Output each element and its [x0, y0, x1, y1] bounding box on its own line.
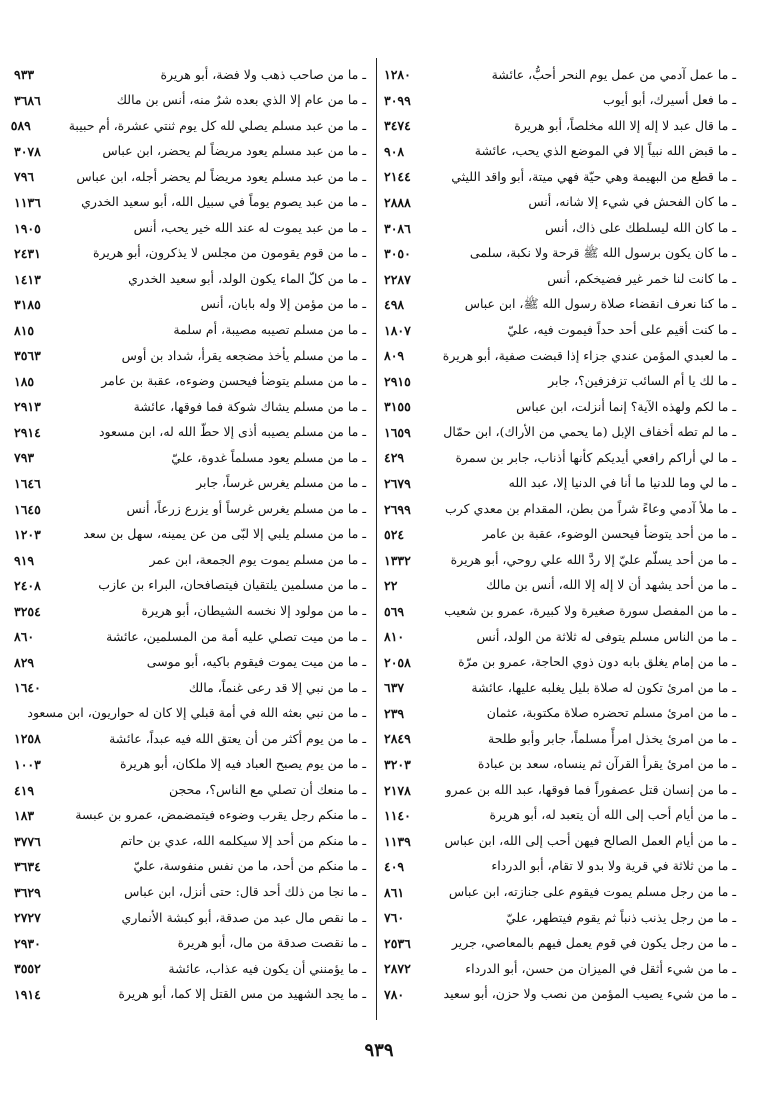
entry-text: ـ ما من صاحب ذهب ولا فضة، أبو هريرة — [160, 66, 366, 82]
entry-number: ٢٦٧٩ — [384, 476, 411, 492]
entry-number: ١٨٣ — [14, 808, 35, 824]
index-entry — [384, 343, 736, 369]
index-entry — [384, 675, 736, 701]
entry-text: ـ ما لي وما للدنيا ما أنا في الدنيا إلا، عبد الله — [508, 475, 736, 491]
entry-number: ٣٦٣٤ — [14, 859, 41, 875]
index-entry — [384, 471, 736, 497]
entry-number: ٣١٨٥ — [14, 297, 41, 313]
entry-text: ـ ما من رجل يذنب ذنباً ثم يقوم فيتطهر، عليّ — [505, 909, 736, 925]
index-entry — [10, 113, 366, 139]
index-entry — [384, 496, 736, 522]
entry-number: ٢٨٧٢ — [384, 961, 411, 977]
entry-text: ـ ما منكم من أحد، ما من نفس منفوسة، عليّ — [133, 858, 366, 874]
entry-number: ٨٦٠ — [14, 629, 35, 645]
entry-text: ـ ما لم تطه أخفاف الإبل (ما يحمي من الأراك)، ابن حمّال — [443, 424, 736, 440]
entry-text: ـ ما من يوم يصبح العباد فيه إلا ملكان، أبو هريرة — [119, 756, 366, 772]
index-entry — [14, 905, 366, 931]
entry-number: ١٩٠٥ — [14, 220, 41, 236]
index-entry — [14, 369, 366, 395]
entry-number: ٣٢٥٤ — [14, 603, 41, 619]
index-entry — [384, 62, 736, 88]
index-entry — [14, 956, 366, 982]
index-entry — [14, 394, 366, 420]
index-entry — [14, 343, 366, 369]
index-entry — [384, 241, 736, 267]
entry-number: ٢٢٨٧ — [384, 271, 411, 287]
index-entry — [384, 752, 736, 778]
column-divider — [376, 58, 377, 1020]
entry-text: ـ ما من امرئ تكون له صلاة بليل يغلبه عليها، عائشة — [471, 679, 736, 695]
entry-number: ٨١٠ — [384, 629, 405, 645]
entry-text: ـ ما منكم من أحد إلا سيكلمه الله، عدي بن حاتم — [120, 832, 366, 848]
entry-text: ـ ما من مسلم يغرس غرساً، جابر — [196, 475, 366, 491]
entry-text: ـ ما من ميت تصلي عليه أمة من المسلمين، عائشة — [106, 628, 366, 644]
index-entry — [384, 828, 736, 854]
index-entry — [384, 956, 736, 982]
entry-text: ـ ما من رجل يكون في قوم يعمل فيهم بالمعاصي، جرير — [451, 935, 736, 951]
entry-text: ـ ما من امرئ يخذل امرأً مسلماً، جابر وأبو طلحة — [488, 730, 736, 746]
entry-text: ـ ما من مسلم يعود مسلماً غدوة، عليّ — [171, 449, 366, 465]
index-entry — [14, 828, 366, 854]
index-entry — [14, 598, 366, 624]
entry-text: ـ ما كانت لنا خمر غير فضيخكم، أنس — [547, 270, 736, 286]
index-entry — [14, 445, 366, 471]
entry-text: ـ ما من شيء أثقل في الميزان من حسن، أبو الدرداء — [465, 960, 736, 976]
entry-text: ـ ما من قوم يقومون من مجلس لا يذكرون، أبو هريرة — [92, 245, 366, 261]
entry-number: ١٩١٤ — [14, 986, 41, 1002]
entry-text: ـ ما من امرئ يقرأ القرآن ثم ينساه، سعد بن عبادة — [477, 756, 736, 772]
index-entry — [14, 624, 366, 650]
entry-number: ٢٩١٤ — [14, 424, 41, 440]
entry-number: ١٦٤٦ — [14, 476, 41, 492]
index-entry — [14, 752, 366, 778]
entry-number: ١٣٣٢ — [384, 552, 411, 568]
index-entry — [14, 471, 366, 497]
entry-text: ـ ما من إنسان قتل عصفوراً فما فوقها، عبد الله بن عمرو — [445, 781, 736, 797]
entry-text: ـ ما من مؤمن إلا وله بابان، أنس — [200, 296, 366, 312]
entry-number: ٢٩٣٠ — [14, 935, 41, 951]
entry-number: ٩٣٣ — [14, 67, 35, 83]
entry-text: ـ ما من يوم أكثر من أن يعتق الله فيه عبداً، عائشة — [109, 730, 366, 746]
entry-text: ـ ما قطع من البهيمة وهي حيّة فهي ميتة، أبو واقد الليثي — [451, 168, 736, 184]
index-entry — [384, 650, 736, 676]
entry-number: ١٦٤٥ — [14, 501, 41, 517]
entry-number: ١٢٠٣ — [14, 527, 41, 543]
entry-number: ٢٩١٣ — [14, 399, 41, 415]
entry-text: ـ ما قبض الله نبياً إلا في الموضع الذي يحب، عائشة — [474, 143, 736, 159]
index-entry — [14, 88, 366, 114]
entry-text: ـ ما من مسلم يلبي إلا لبّى من عن يمينه، سهل بن سعد — [83, 526, 366, 542]
entry-text: ـ ما من مسلم يموت يوم الجمعة، ابن عمر — [149, 551, 366, 567]
entry-text: ـ ما ملأ آدمي وعاءً شراً من بطن، المقدام بن معدي كرب — [445, 500, 736, 516]
entry-number — [0, 706, 27, 721]
index-entry — [384, 139, 736, 165]
entry-number: ٩١٩ — [14, 552, 35, 568]
index-entry — [384, 445, 736, 471]
entry-number: ٣٦٨٦ — [14, 92, 41, 108]
index-entry — [14, 701, 366, 727]
entry-number: ٣٤٧٤ — [384, 118, 411, 134]
entry-number: ٨٢٩ — [14, 654, 35, 670]
entry-number: ٣٠٥٠ — [384, 246, 411, 262]
entry-text: ـ ما كنت أقيم على أحد حداً فيموت فيه، عليّ — [507, 321, 736, 337]
index-entry — [14, 190, 366, 216]
entry-number: ١١٣٩ — [384, 833, 411, 849]
entry-text: ـ ما من المفصل سورة صغيرة ولا كبيرة، عمرو بن شعيب — [444, 603, 736, 618]
entry-number: ٣٠٧٨ — [14, 143, 41, 159]
index-entry — [14, 777, 366, 803]
entry-text: ـ ما من أيام العمل الصالح فيهن أحب إلى الله، ابن عباس — [444, 832, 736, 848]
entry-text: ـ ما من مسلم يصيبه أذى إلا حطّ الله له، ابن مسعود — [98, 424, 366, 440]
index-entry — [14, 62, 366, 88]
entry-text: ـ ما لي أراكم رافعي أيديكم كأنها أذناب، جابر بن سمرة — [455, 449, 736, 465]
index-entry — [14, 164, 366, 190]
entry-number: ٣٥٦٣ — [14, 348, 41, 364]
entry-number: ٢٨٤٩ — [384, 731, 411, 747]
entry-text: ـ ما كان الفحش في شيء إلا شانه، أنس — [528, 194, 736, 210]
entry-number: ٨٠٩ — [384, 348, 405, 364]
page-number: ٩٣٩ — [364, 1040, 394, 1061]
entry-text: ـ ما نجا من ذلك أحد قال: حتى أنزل، ابن عباس — [124, 884, 366, 900]
entry-text: ـ ما يجد الشهيد من مس القتل إلا كما، أبو هريرة — [118, 986, 366, 1002]
left-column — [10, 62, 366, 1007]
entry-text: ـ ما من مسلم يشاك شوكة فما فوقها، عائشة — [133, 398, 366, 414]
entry-number: ٢٠٥٨ — [384, 654, 411, 670]
index-entry — [384, 88, 736, 114]
entry-text: ـ ما من رجل مسلم يموت فيقوم على جنازته، ابن عباس — [448, 884, 736, 900]
index-entry — [384, 266, 736, 292]
entry-number: ٢١٤٤ — [384, 169, 411, 185]
entry-number: ٢٦٩٩ — [384, 501, 411, 517]
entry-text: ـ ما من ثلاثة في قرية ولا بدو لا تقام، أبو الدرداء — [491, 858, 736, 874]
index-entry — [384, 905, 736, 931]
index-entry — [384, 547, 736, 573]
index-entry — [14, 726, 366, 752]
index-entry — [384, 394, 736, 420]
index-entry — [384, 726, 736, 752]
entry-number: ١٢٥٨ — [14, 731, 41, 747]
index-entry — [384, 854, 736, 880]
index-entry — [384, 190, 736, 216]
index-entry — [384, 369, 736, 395]
entry-text: ـ ما يؤمنني أن يكون فيه عذاب، عائشة — [168, 960, 366, 976]
entry-number: ١٦٥٩ — [384, 424, 411, 440]
right-column — [384, 62, 736, 1007]
entry-number: ٨٦١ — [384, 884, 405, 900]
index-entry — [14, 650, 366, 676]
entry-number: ٥٦٩ — [384, 603, 405, 619]
entry-number: ١٤١٣ — [14, 271, 41, 287]
entry-text: ـ ما من شيء يصيب المؤمن من نصب ولا حزن، أبو سعيد — [443, 986, 736, 1002]
index-entry — [384, 420, 736, 446]
index-entry — [384, 624, 736, 650]
entry-number: ٨١٥ — [14, 322, 35, 338]
entry-number: ٢٤٠٨ — [14, 578, 41, 594]
entry-text: ـ ما من عبد مسلم يصلي لله كل يوم ثنتي عشرة، أم حبيبة — [68, 117, 366, 133]
entry-number: ٣٠٨٦ — [384, 220, 411, 236]
entry-number: ٤٠٩ — [384, 859, 405, 875]
entry-text: ـ ما كان الله ليسلطك على ذاك، أنس — [545, 219, 736, 235]
entry-number: ٤١٩ — [14, 782, 35, 798]
entry-number: ٣٥٥٢ — [14, 961, 41, 977]
entry-number: ٣٦٢٩ — [14, 884, 41, 900]
index-entry — [14, 573, 366, 599]
index-entry — [384, 701, 736, 727]
index-entry — [384, 317, 736, 343]
index-entry — [384, 982, 736, 1008]
index-entry — [14, 854, 366, 880]
index-entry — [14, 675, 366, 701]
index-entry — [384, 880, 736, 906]
index-entry — [14, 496, 366, 522]
entry-number: ٢٢ — [384, 578, 398, 594]
entry-text: ـ ما من مسلم يأخذ مضجعه يقرأ، شداد بن أوس — [121, 347, 366, 363]
entry-text: ـ ما من مولود إلا نخسه الشيطان، أبو هريرة — [141, 603, 366, 618]
entry-number: ٥٢٤ — [384, 527, 405, 543]
index-entry — [384, 164, 736, 190]
entry-number: ١١٤٠ — [384, 808, 411, 824]
entry-number: ٧٨٠ — [384, 986, 405, 1002]
index-entry — [14, 931, 366, 957]
entry-number: ١٨٠٧ — [384, 322, 411, 338]
entry-number: ٧٦٠ — [384, 910, 405, 926]
entry-number: ١١٣٦ — [14, 195, 41, 210]
entry-number: ١٠٠٣ — [14, 757, 41, 773]
index-entry — [384, 292, 736, 318]
index-entry — [14, 317, 366, 343]
index-entry — [14, 522, 366, 548]
entry-number: ٧٩٣ — [14, 450, 35, 466]
entry-text: ـ ما من أحد يسلّم عليّ إلا ردَّ الله علي روحي، أبو هريرة — [450, 551, 736, 567]
entry-number: ٣٢٠٣ — [384, 757, 411, 773]
entry-number: ١٢٨٠ — [384, 67, 411, 83]
entry-number: ١٦٤٠ — [14, 680, 41, 696]
entry-text: ـ ما من مسلم يتوضأ فيحسن وضوءه، عقبة بن عامر — [101, 373, 366, 389]
entry-number: ٢١٧٨ — [384, 782, 411, 798]
entry-text: ـ ما من عبد مسلم يعود مريضاً لم يحضر أجله، ابن عباس — [76, 168, 366, 184]
entry-text: ـ ما قال عبد لا إله إلا الله مخلصاً، أبو هريرة — [514, 117, 736, 133]
entry-number: ٤٢٩ — [384, 450, 405, 466]
entry-text: ـ ما من مسلمين يلتقيان فيتصافحان، البراء بن عازب — [98, 577, 366, 593]
index-entry — [14, 139, 366, 165]
entry-text: ـ ما من أحد يتوضأ فيحسن الوضوء، عقبة بن عامر — [482, 526, 736, 542]
entry-text: ـ ما من نبي بعثه الله في أمة قبلي إلا كان له حواريون، ابن مسعود — [27, 705, 366, 721]
entry-number: ٣١٥٥ — [384, 399, 411, 415]
index-entry — [384, 803, 736, 829]
entry-number: ٧٩٦ — [14, 169, 35, 185]
entry-text: ـ ما من عام إلا الذي بعده شرٌ منه، أنس بن مالك — [116, 92, 366, 108]
index-entry — [14, 547, 366, 573]
entry-number: ٢٨٨٨ — [384, 195, 411, 210]
entry-text: ـ ما من امرئ مسلم تحضره صلاة مكتوبة، عثمان — [486, 705, 736, 721]
entry-text: ـ ما من ميت يموت فيقوم باكيه، أبو موسى — [146, 654, 366, 670]
entry-text: ـ ما من أيام أحب إلى الله أن يتعبد له، أبو هريرة — [489, 807, 736, 823]
entry-text: ـ ما لعبدي المؤمن عندي جزاء إذا قبضت صفية، أبو هريرة — [442, 347, 736, 363]
entry-number: ١٨٥ — [14, 373, 35, 389]
index-entry — [384, 931, 736, 957]
entry-text: ـ ما كان يكون برسول الله ﷺ قرحة ولا نكبة، سلمى — [469, 245, 736, 261]
entry-text: ـ ما من كلّ الماء يكون الولد، أبو سعيد الخدري — [128, 270, 366, 286]
entry-number: ٣٧٧٦ — [14, 833, 41, 849]
entry-number: ٩٠٨ — [384, 143, 405, 159]
entry-text: ـ ما عمل آدمي من عمل يوم النحر أحبُّ، عائشة — [491, 66, 736, 82]
entry-text: ـ ما من نبي إلا قد رعى غنماً، مالك — [188, 679, 366, 695]
entry-number: ٢٤٣١ — [14, 246, 41, 262]
entry-text: ـ ما منكم رجل يقرب وضوءه فيتمضمض، عمرو بن عبسة — [75, 807, 366, 823]
entry-number: ٢٧٢٧ — [14, 910, 41, 926]
index-entry — [384, 777, 736, 803]
index-entry — [384, 573, 736, 599]
index-entry — [14, 292, 366, 318]
index-entry — [14, 266, 366, 292]
entry-text: ـ ما لكم ولهذه الآية؟ إنما أنزلت، ابن عباس — [516, 398, 736, 414]
entry-text: ـ ما من أحد يشهد أن لا إله إلا الله، أنس بن مالك — [485, 577, 736, 593]
entry-number: ٦٣٧ — [384, 680, 405, 696]
entry-number: ٢٥٣٦ — [384, 935, 411, 951]
entry-text: ـ ما نقص مال عبد من صدقة، أبو كبشة الأنماري — [121, 909, 366, 925]
entry-text: ـ ما نقصت صدقة من مال، أبو هريرة — [177, 935, 366, 951]
entry-text: ـ ما من عبد يموت له عند الله خير يحب، أنس — [133, 219, 366, 235]
index-entry — [14, 215, 366, 241]
entry-text: ـ ما من عبد يصوم يوماً في سبيل الله، أبو سعيد الخدري — [81, 194, 366, 210]
entry-number: ٣٠٩٩ — [384, 92, 411, 108]
index-entry — [384, 215, 736, 241]
entry-number: ٢٩١٥ — [384, 373, 411, 389]
entry-text: ـ ما كنا نعرف انقضاء صلاة رسول الله ﷺ، ابن عباس — [464, 296, 736, 312]
index-entry — [14, 880, 366, 906]
index-entry — [14, 982, 366, 1008]
entry-text: ـ ما لك يا أم السائب تزفزفين؟، جابر — [548, 373, 736, 389]
entry-text: ـ ما من مسلم تصيبه مصيبة، أم سلمة — [173, 321, 366, 337]
index-entry — [14, 803, 366, 829]
index-entry — [384, 113, 736, 139]
entry-text: ـ ما من عبد مسلم يعود مريضاً لم يحضر، ابن عباس — [102, 143, 366, 159]
entry-number: ٥٨٩ — [10, 118, 31, 134]
entry-text: ـ ما من الناس مسلم يتوفى له ثلاثة من الولد، أنس — [476, 628, 736, 644]
index-entry — [14, 241, 366, 267]
entry-text: ـ ما من مسلم يغرس غرساً أو يزرع زرعاً، أنس — [126, 500, 366, 516]
entry-number: ٢٣٩ — [384, 705, 405, 721]
entry-text: ـ ما من إمام يغلق بابه دون ذوي الحاجة، عمرو بن مرّة — [458, 654, 736, 670]
entry-text: ـ ما فعل أسيرك، أبو أيوب — [602, 92, 736, 108]
index-entry — [384, 598, 736, 624]
index-entry — [14, 420, 366, 446]
index-entry — [384, 522, 736, 548]
entry-number: ٤٩٨ — [384, 297, 405, 313]
entry-text: ـ ما منعك أن تصلي مع الناس؟، محجن — [168, 781, 366, 797]
